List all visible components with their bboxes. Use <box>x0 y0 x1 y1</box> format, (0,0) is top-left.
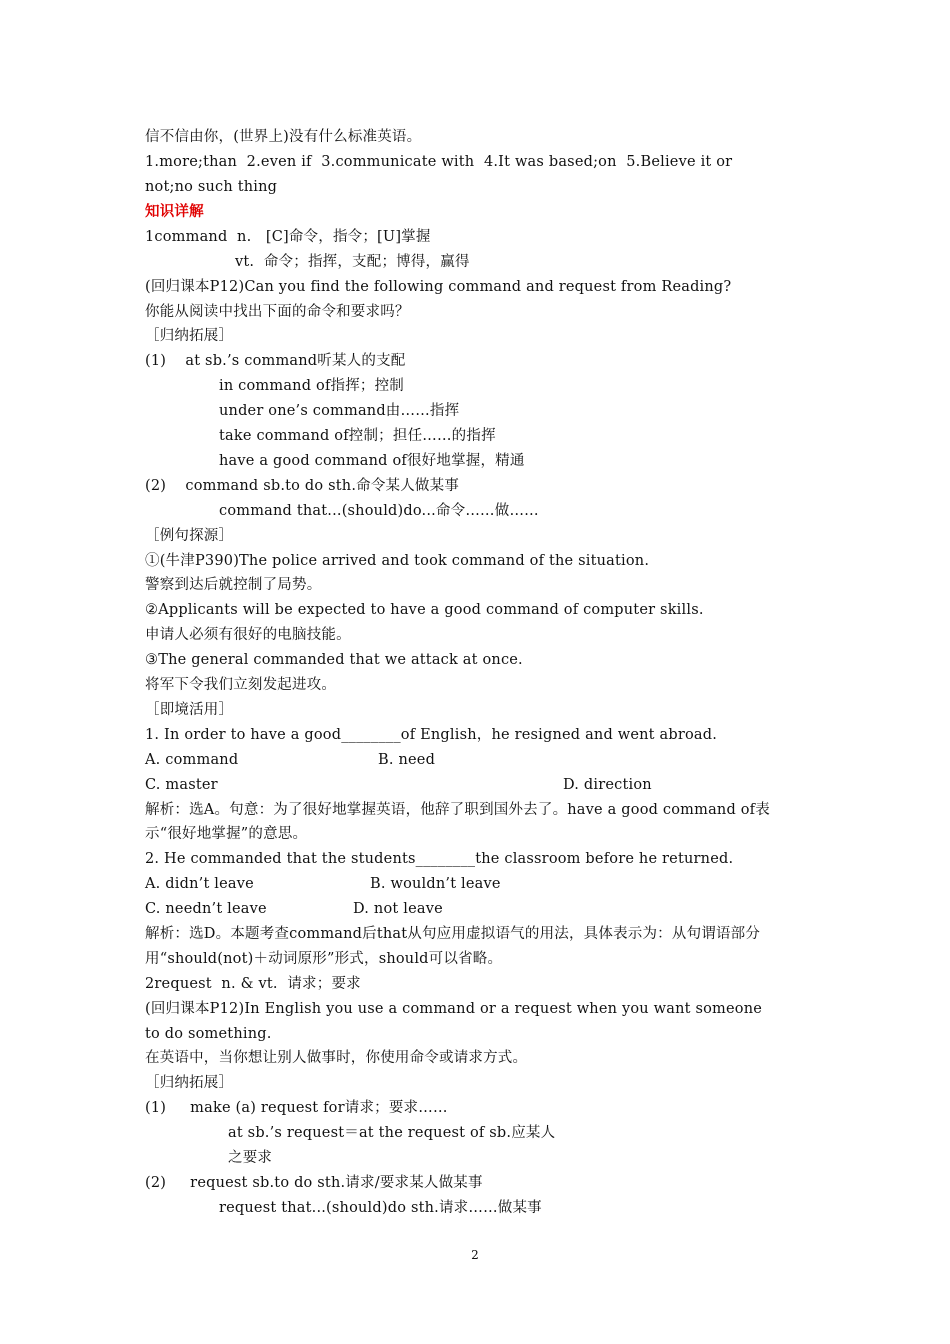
text-line: (1) at sb.’s command听某人的支配 <box>145 353 406 369</box>
text-line: (回归课本P12)Can you find the following command and request from Reading? <box>145 279 732 295</box>
option-a: A. didn’t leave <box>145 876 254 892</box>
text-line: take command of控制；担任……的指挥 <box>219 428 496 444</box>
answer-explanation: 解析：选A。句意：为了很好地掌握英语，他辞了职到国外去了。have a good command of表 <box>145 802 770 818</box>
text-line: have a good command of很好地掌握，精通 <box>219 453 525 469</box>
text-line: (1) make (a) request for请求；要求…… <box>145 1100 448 1116</box>
text-line: 在英语中，当你想让别人做事时，你使用命令或请求方式。 <box>145 1050 528 1066</box>
text-line: 2request n. & vt. 请求；要求 <box>145 976 361 992</box>
text-line: 你能从阅读中找出下面的命令和要求吗？ <box>145 304 410 320</box>
answer-explanation: 用“should(not)＋动词原形”形式，should可以省略。 <box>145 951 503 967</box>
answer-explanation: 示“很好地掌握”的意思。 <box>145 826 308 842</box>
text-line: 之要求 <box>228 1150 273 1166</box>
subsection-label: ［例句探源］ <box>145 528 234 544</box>
option-a: A. command <box>145 752 239 768</box>
option-c: C. needn’t leave <box>145 901 267 917</box>
option-d: D. not leave <box>353 901 443 917</box>
example-sentence: ①(牛津P390)The police arrived and took command of the situation. <box>145 553 650 569</box>
text-line: (回归课本P12)In English you use a command or a request when you want someone <box>145 1001 763 1017</box>
text-line: to do something. <box>145 1026 272 1042</box>
text-line: 1command n. [C]命令，指令；[U]掌握 <box>145 229 431 245</box>
text-line: at sb.’s request＝at the request of sb.应某人 <box>228 1125 556 1141</box>
text-line: not;no such thing <box>145 179 278 195</box>
text-line: under one’s command由……指挥 <box>219 403 460 419</box>
text-line: in command of指挥；控制 <box>219 378 405 394</box>
page-number: 2 <box>471 1248 479 1262</box>
text-line: (2) request sb.to do sth.请求/要求某人做某事 <box>145 1175 483 1191</box>
text-line: request that...(should)do sth.请求……做某事 <box>219 1200 542 1216</box>
question-text: 2. He commanded that the students________the classroom before he returned. <box>145 851 734 867</box>
option-b: B. wouldn’t leave <box>370 876 501 892</box>
answer-explanation: 解析：选D。本题考查command后that从句应用虚拟语气的用法，具体表示为：从句谓语部分 <box>145 926 761 942</box>
subsection-label: ［即境活用］ <box>145 702 234 718</box>
text-line: 1.more;than 2.even if 3.communicate with 4.It was based;on 5.Believe it or <box>145 154 733 170</box>
text-line: 信不信由你，(世界上)没有什么标准英语。 <box>145 129 422 145</box>
option-d: D. direction <box>563 777 652 793</box>
example-translation: 将军下令我们立刻发起进攻。 <box>145 677 337 693</box>
subsection-label: ［归纳拓展］ <box>145 328 234 344</box>
text-line: command that...(should)do...命令……做…… <box>219 503 539 519</box>
subsection-label: ［归纳拓展］ <box>145 1075 234 1091</box>
example-sentence: ②Applicants will be expected to have a good command of computer skills. <box>145 602 704 618</box>
text-line: (2) command sb.to do sth.命令某人做某事 <box>145 478 460 494</box>
example-translation: 警察到达后就控制了局势。 <box>145 577 322 593</box>
section-heading: 知识详解 <box>145 203 204 220</box>
question-text: 1. In order to have a good________of English，he resigned and went abroad. <box>145 727 718 743</box>
option-c: C. master <box>145 777 218 793</box>
text-line: vt. 命令；指挥，支配；博得，赢得 <box>235 254 470 270</box>
example-sentence: ③The general commanded that we attack at once. <box>145 652 523 668</box>
option-b: B. need <box>378 752 436 768</box>
example-translation: 申请人必须有很好的电脑技能。 <box>145 627 351 643</box>
